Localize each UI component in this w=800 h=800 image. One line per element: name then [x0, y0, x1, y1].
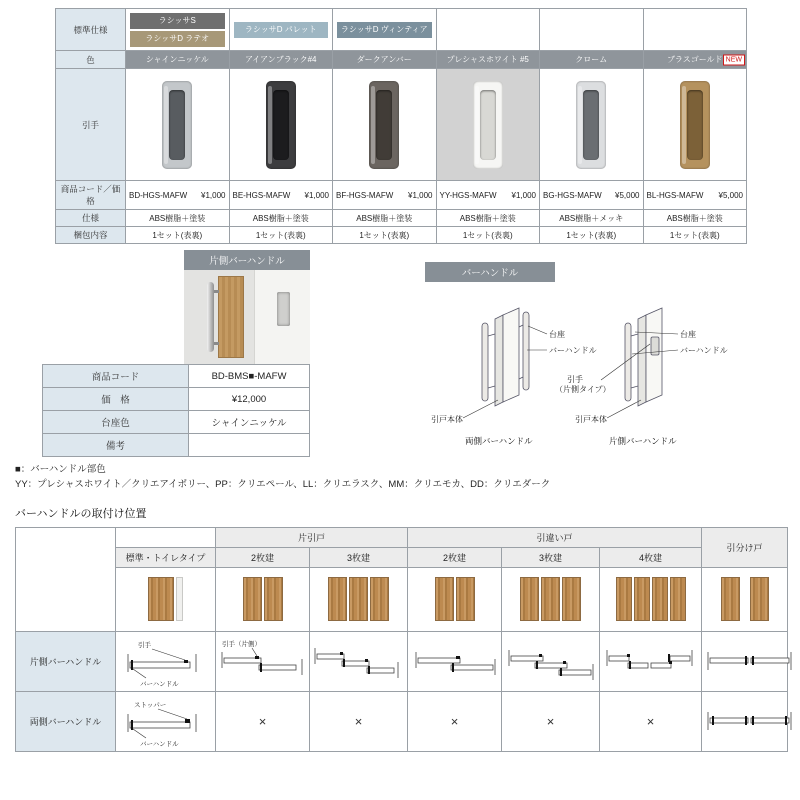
row-header-package: 梱包内容: [56, 227, 126, 244]
label-pull-one-side: 引手（片側）: [222, 640, 261, 648]
bar-handle-diagram-title: バーハンドル: [425, 262, 555, 282]
bar-handle-diagram-block: [425, 262, 747, 460]
label-door-body-left: 引戸本体: [431, 415, 463, 424]
material-spec-cell: ABS樹脂＋塗装: [126, 210, 230, 227]
series-cell-1: [126, 9, 230, 51]
pull-handle-recess: [583, 90, 599, 160]
color-name-cell: アイアンブラック#4: [229, 51, 333, 69]
not-available-mark: ×: [216, 692, 310, 752]
pull-handle-image: [576, 81, 606, 169]
package-cell: 1セット(表裏): [436, 227, 540, 244]
door-preview-4-panel: [600, 568, 702, 632]
caption-both-side-bar-handle: 両側バーハンドル: [465, 436, 533, 446]
one-side-handle-row: [16, 632, 788, 692]
col-header-3-panel: 3枚建: [502, 548, 600, 568]
code-price-cell: [126, 181, 230, 210]
bar-handle-diagram-illustration: [425, 282, 747, 460]
series-label-lasissa-d-palette: ラシッサD パレット: [234, 22, 329, 38]
series-cell-4: [436, 9, 540, 51]
label-price: 価 格: [43, 388, 189, 411]
layout-diagram-parting-both-side: [702, 696, 797, 748]
header-row-groups: [16, 528, 788, 548]
row-color: [56, 51, 747, 69]
row-header-code-price: 商品コード／価格: [56, 181, 126, 210]
layout-diagram-2-panel-bypass: [408, 636, 503, 688]
door-preview-3-panel: [310, 568, 408, 632]
layout-diagram-standard-both-side: [118, 696, 213, 748]
header-row-types: [16, 548, 788, 568]
label-remarks: 備考: [43, 434, 189, 457]
color-name-cell: プレシャスホワイト #5: [436, 51, 540, 69]
color-name-cell: ダークアンバー: [333, 51, 437, 69]
label-door-body-right: 引戸本体: [575, 415, 607, 424]
pull-handle-image: [162, 81, 192, 169]
product-code: YY-HGS-MAFW: [439, 190, 497, 200]
price: ¥1,000: [511, 190, 536, 200]
color-name-cell: クローム: [540, 51, 644, 69]
label-stopper: ストッパー: [134, 701, 167, 709]
pull-handle-recess: [376, 90, 392, 160]
package-cell: 1セット(表裏): [229, 227, 333, 244]
product-code: BG-HGS-MAFW: [543, 190, 602, 200]
door-panel: [652, 577, 668, 621]
door-preview-parting: [702, 568, 788, 632]
one-side-bar-handle-title: 片側バーハンドル: [184, 250, 310, 270]
pull-handle-recess: [169, 90, 185, 160]
footnote-bar-handle-color: ■：バーハンドル部色: [15, 464, 106, 475]
row-header-spec: 仕様: [56, 210, 126, 227]
corner-cell: [16, 528, 116, 632]
mounting-position-section: [15, 505, 787, 752]
code-price-cell: [643, 181, 747, 210]
layout-diagram-parting-one-side: [702, 636, 797, 688]
layout-3-panel-bypass: [502, 632, 600, 692]
group-header-single-sliding-door: 片引戸: [216, 528, 408, 548]
not-available-mark: ×: [310, 692, 408, 752]
col-header-standard-toilet: 標準・トイレタイプ: [116, 548, 216, 568]
pull-handle-image: [369, 81, 399, 169]
product-code: BL-HGS-MAFW: [646, 190, 704, 200]
door-gap: [742, 577, 748, 621]
row-header-color: 色: [56, 51, 126, 69]
label-bar-handle-right: バーハンドル: [680, 346, 728, 355]
series-cell-3: [333, 9, 437, 51]
door-panel: [721, 577, 740, 621]
door-preview-row: [16, 568, 788, 632]
label-product-code: 商品コード: [43, 365, 189, 388]
layout-4-panel-bypass: [600, 632, 702, 692]
door-panel: [456, 577, 475, 621]
series-cell-5: [540, 9, 644, 51]
product-code: BF-HGS-MAFW: [336, 190, 394, 200]
color-name-cell: [643, 51, 747, 69]
wood-stile-image: [218, 276, 244, 358]
door-panel: [435, 577, 454, 621]
price: ¥5,000: [615, 190, 640, 200]
row-header-standard-spec: 標準仕様: [56, 9, 126, 51]
door-panel: [541, 577, 560, 621]
series-cell-2: [229, 9, 333, 51]
table-row: [43, 365, 310, 388]
layout-diagram-3-panel-single: [311, 636, 406, 688]
code-price-cell: [540, 181, 644, 210]
row-code-price: [56, 181, 747, 210]
product-spec-table: [55, 8, 747, 244]
handle-image-cell: [126, 69, 230, 181]
col-header-3-panel: 3枚建: [310, 548, 408, 568]
color-name-text: ブラスゴールド: [666, 55, 723, 64]
pull-handle-recess: [687, 90, 703, 160]
pull-handle-recess: [273, 90, 289, 160]
layout-parting-both-side: [702, 692, 788, 752]
pull-handle-image: [266, 81, 296, 169]
blank-header-cell: [116, 528, 216, 548]
label-pull: 引手: [138, 641, 151, 649]
col-header-2-panel: 2枚建: [216, 548, 310, 568]
door-panel: [616, 577, 632, 621]
value-remarks: [189, 434, 310, 457]
product-code: BE-HGS-MAFW: [232, 190, 291, 200]
door-panel: [370, 577, 389, 621]
package-cell: 1セット(表裏): [540, 227, 644, 244]
series-label-lasissa-d-lateo: ラシッサD ラテオ: [130, 31, 225, 47]
handle-image-cell: [436, 69, 540, 181]
color-name-cell: シャインニッケル: [126, 51, 230, 69]
pull-handle-image: [680, 81, 710, 169]
door-panel: [670, 577, 686, 621]
row-standard-spec: [56, 9, 747, 51]
pull-handle-image: [473, 81, 503, 169]
value-base-color: シャインニッケル: [189, 411, 310, 434]
layout-parting-one-side: [702, 632, 788, 692]
row-handle-images: [56, 69, 747, 181]
package-cell: 1セット(表裏): [126, 227, 230, 244]
label-pedestal-left: 台座: [549, 330, 565, 339]
door-panel: [148, 577, 174, 621]
group-header-parting-door: 引分け戸: [702, 528, 788, 568]
label-bar-handle: バーハンドル: [140, 680, 179, 688]
label-pull-one-side-line1: 引手: [567, 375, 583, 384]
table-row: [43, 388, 310, 411]
not-available-mark: ×: [502, 692, 600, 752]
price: ¥1,000: [201, 190, 226, 200]
col-header-2-panel: 2枚建: [408, 548, 502, 568]
door-preview-3-panel-bypass: [502, 568, 600, 632]
label-bar-handle-left: バーハンドル: [549, 346, 597, 355]
layout-diagram-4-panel-bypass: [603, 636, 698, 688]
code-price-cell: [229, 181, 333, 210]
row-header-handle: 引手: [56, 69, 126, 181]
layout-2-panel-single: [216, 632, 310, 692]
layout-2-panel-bypass: [408, 632, 502, 692]
both-side-handle-row: [16, 692, 788, 752]
footnotes: [15, 462, 550, 492]
handle-image-cell: [333, 69, 437, 181]
label-pedestal-right: 台座: [680, 330, 696, 339]
series-cell-6: [643, 9, 747, 51]
footnote-color-codes: YY：プレシャスホワイト／クリエアイボリー、PP：クリエペール、LL：クリエラスク、MM：クリエモカ、DD：クリエダーク: [15, 479, 551, 490]
price: ¥1,000: [304, 190, 329, 200]
layout-3-panel-single: [310, 632, 408, 692]
door-preview-2-panel-bypass: [408, 568, 502, 632]
series-label-lasissa-d-vintia: ラシッサD ヴィンティア: [337, 22, 432, 38]
code-price-cell: [436, 181, 540, 210]
row-label-one-side-bar-handle: 片側バーハンドル: [16, 632, 116, 692]
new-badge: NEW: [723, 54, 745, 65]
door-panel: [520, 577, 539, 621]
door-panel: [634, 577, 650, 621]
col-header-4-panel: 4枚建: [600, 548, 702, 568]
mounting-position-title: バーハンドルの取付け位置: [15, 508, 147, 520]
door-preview-standard: [116, 568, 216, 632]
package-cell: 1セット(表裏): [333, 227, 437, 244]
door-panel: [562, 577, 581, 621]
layout-standard-one-side: [116, 632, 216, 692]
row-package: [56, 227, 747, 244]
caption-one-side-bar-handle: 片側バーハンドル: [609, 436, 677, 446]
door-panel: [264, 577, 283, 621]
handle-image-cell: [540, 69, 644, 181]
table-row: [43, 411, 310, 434]
bar-handle-image: [207, 282, 214, 352]
layout-diagram-3-panel-bypass: [503, 636, 598, 688]
material-spec-cell: ABS樹脂＋塗装: [229, 210, 333, 227]
package-cell: 1セット(表裏): [643, 227, 747, 244]
material-spec-cell: ABS樹脂＋塗装: [643, 210, 747, 227]
material-spec-cell: ABS樹脂＋メッキ: [540, 210, 644, 227]
product-code: BD-HGS-MAFW: [129, 190, 188, 200]
series-label-lasissa-s: ラシッサS: [130, 13, 225, 29]
value-product-code: BD-BMS■-MAFW: [189, 365, 310, 388]
label-base-color: 台座色: [43, 411, 189, 434]
door-preview-2-panel: [216, 568, 310, 632]
row-material-spec: [56, 210, 747, 227]
material-spec-cell: ABS樹脂＋塗装: [436, 210, 540, 227]
layout-diagram-2-panel-single: [216, 636, 311, 688]
value-price: ¥12,000: [189, 388, 310, 411]
layout-standard-both-side: [116, 692, 216, 752]
price: ¥1,000: [408, 190, 433, 200]
mounting-position-table: [15, 527, 788, 752]
sidelite-panel: [176, 577, 183, 621]
row-label-both-side-bar-handle: 両側バーハンドル: [16, 692, 116, 752]
not-available-mark: ×: [408, 692, 502, 752]
pull-handle-recess: [480, 90, 496, 160]
one-side-bar-handle-block: [42, 250, 310, 457]
group-header-bypass-sliding-door: 引違い戸: [408, 528, 702, 548]
not-available-mark: ×: [600, 692, 702, 752]
handle-image-cell: [643, 69, 747, 181]
one-side-handle-spec-table: [42, 364, 310, 457]
door-panel: [750, 577, 769, 621]
code-price-cell: [333, 181, 437, 210]
one-side-bar-handle-photo: [184, 270, 310, 364]
layout-diagram-standard-one-side: [118, 636, 213, 688]
material-spec-cell: ABS樹脂＋塗装: [333, 210, 437, 227]
handle-image-cell: [229, 69, 333, 181]
label-bar-handle: バーハンドル: [140, 740, 179, 748]
door-panel: [328, 577, 347, 621]
door-panel: [349, 577, 368, 621]
door-panel: [243, 577, 262, 621]
recessed-pull-image: [277, 292, 290, 326]
price: ¥5,000: [718, 190, 743, 200]
label-pull-one-side-line2: （片側タイプ）: [555, 385, 611, 394]
table-row: [43, 434, 310, 457]
